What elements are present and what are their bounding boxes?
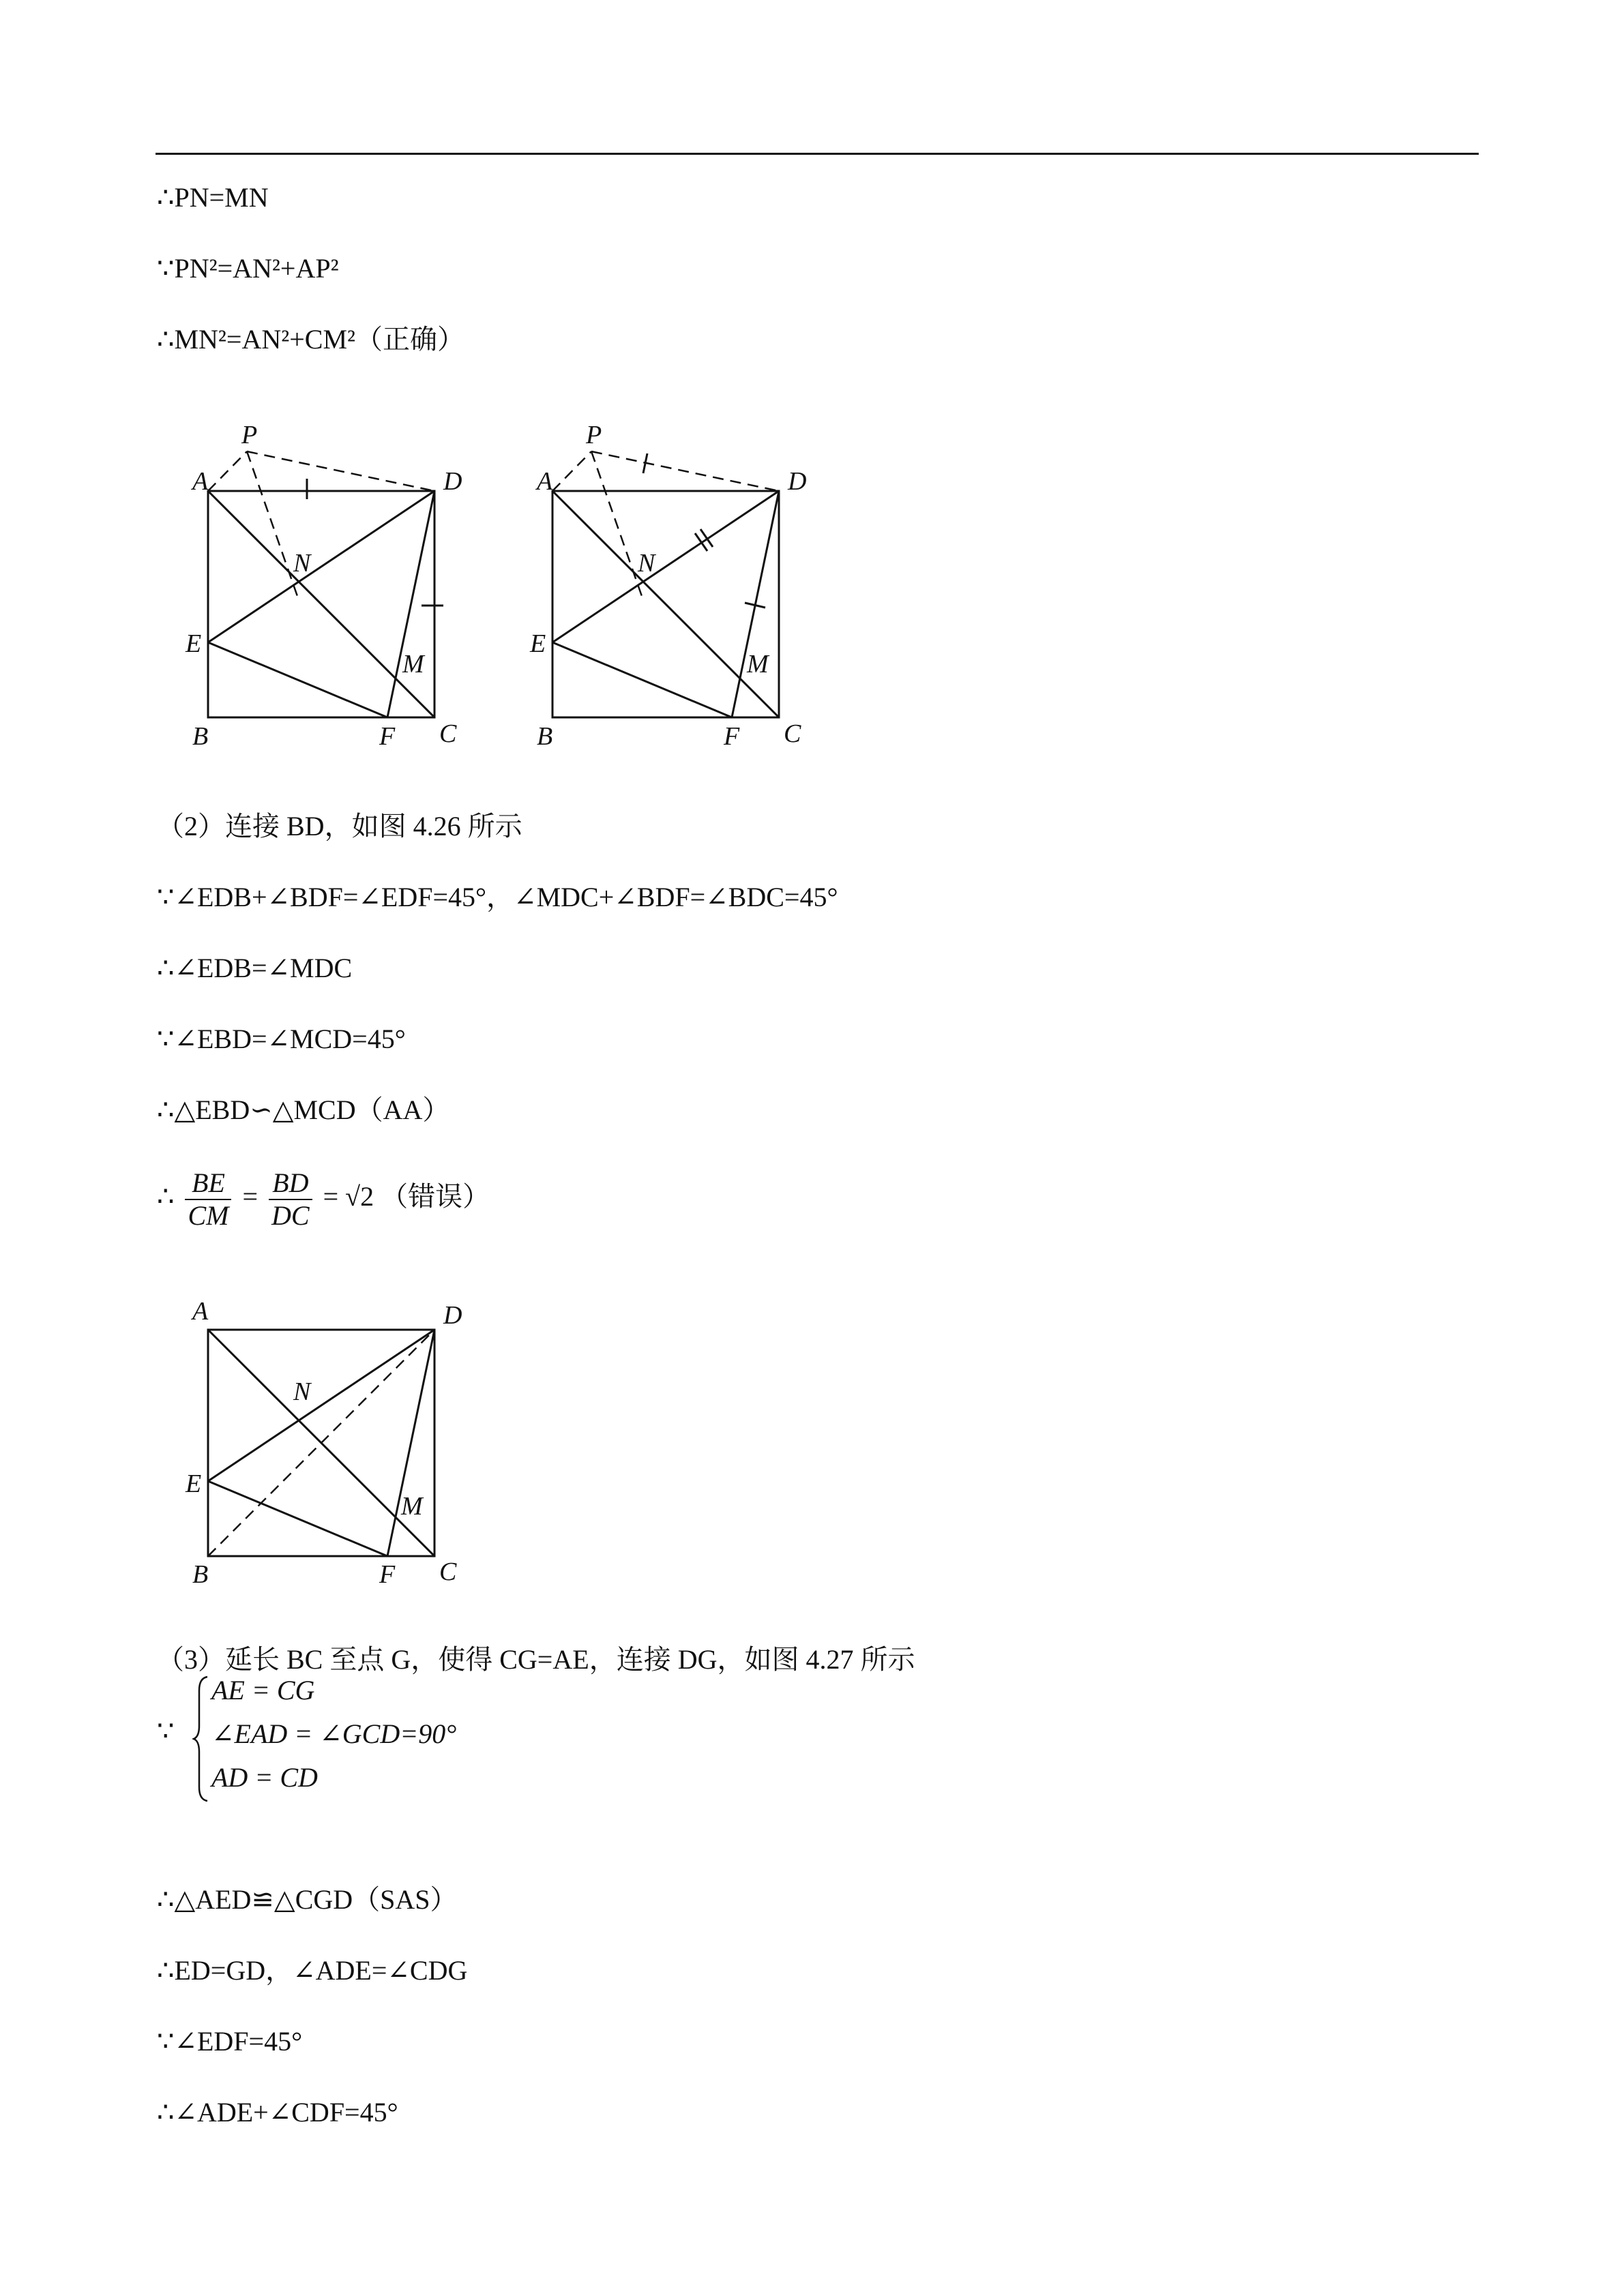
system-row-3: AD = CD [211,1762,318,1793]
proof-line-8: ∴△EBD∽△MCD（AA） [157,1094,450,1125]
label-N: N [293,549,311,578]
fraction-be-cm [185,1167,231,1232]
label-C: C [439,719,457,748]
label-D: D [788,467,807,496]
proof-line-14: ∴∠ADE+∠CDF=45° [157,2097,398,2128]
proof-line-9 [157,1163,490,1232]
figure-1 [184,416,484,760]
label-F: F [379,1560,396,1589]
label-F: F [724,722,740,751]
proof-line-2: ∵PN²=AN²+AP² [157,253,339,284]
fraction-numerator: BE [185,1167,231,1200]
proof-line-1: ∴PN=MN [157,182,269,213]
fraction-bd-dc [269,1167,312,1232]
label-M: M [747,650,769,679]
fraction-denominator: CM [188,1199,229,1231]
label-M: M [402,650,424,679]
label-F: F [379,722,396,751]
label-D: D [443,1301,462,1330]
fraction-denominator: DC [271,1199,310,1231]
label-A: A [192,1297,209,1326]
sqrt-two: √2 [345,1181,374,1212]
figure-3-svg [184,1292,484,1599]
label-E: E [186,629,202,658]
label-B: B [192,1560,209,1589]
label-B: B [537,722,553,751]
label-P: P [241,421,258,449]
left-brace [192,1674,210,1804]
proof-line-13: ∵∠EDF=45° [157,2026,303,2057]
header-rule [156,153,1479,155]
label-N: N [638,549,655,578]
therefore-symbol: ∴ [157,1181,175,1212]
proof-line-10: （3）延长 BC 至点 G，使得 CG=AE，连接 DG，如图 4.27 所示 [157,1644,915,1675]
label-N: N [293,1377,311,1406]
proof-line-11: ∴△AED≌△CGD（SAS） [157,1884,458,1915]
system-row-2: ∠EAD = ∠GCD=90° [211,1718,457,1749]
proof-line-3: ∴MN²=AN²+CM²（正确） [157,324,465,355]
label-D: D [443,467,462,496]
system-row-1: AE = CG [211,1675,315,1705]
label-M: M [401,1492,423,1521]
verdict: （错误） [381,1181,490,1212]
figure-2 [529,416,829,760]
label-C: C [784,719,801,748]
label-E: E [186,1470,202,1498]
equals-sign: = [323,1181,339,1212]
label-A: A [192,467,209,496]
proof-line-5: ∵∠EDB+∠BDF=∠EDF=45°，∠MDC+∠BDF=∠BDC=45° [157,882,838,912]
figure-3 [184,1292,484,1602]
proof-line-12: ∴ED=GD，∠ADE=∠CDG [157,1955,468,1986]
label-B: B [192,722,209,751]
proof-line-4: （2）连接 BD，如图 4.26 所示 [157,811,522,841]
figure-2-svg [529,416,829,757]
proof-line-7: ∵∠EBD=∠MCD=45° [157,1024,406,1054]
equals-sign: = [242,1181,259,1212]
label-C: C [439,1557,457,1586]
because-symbol: ∵ [157,1716,175,1746]
figure-1-svg [184,416,484,757]
label-P: P [586,421,602,449]
proof-line-6: ∴∠EDB=∠MDC [157,953,353,983]
label-E: E [530,629,546,658]
fraction-numerator: BD [269,1167,312,1200]
label-A: A [537,467,553,496]
